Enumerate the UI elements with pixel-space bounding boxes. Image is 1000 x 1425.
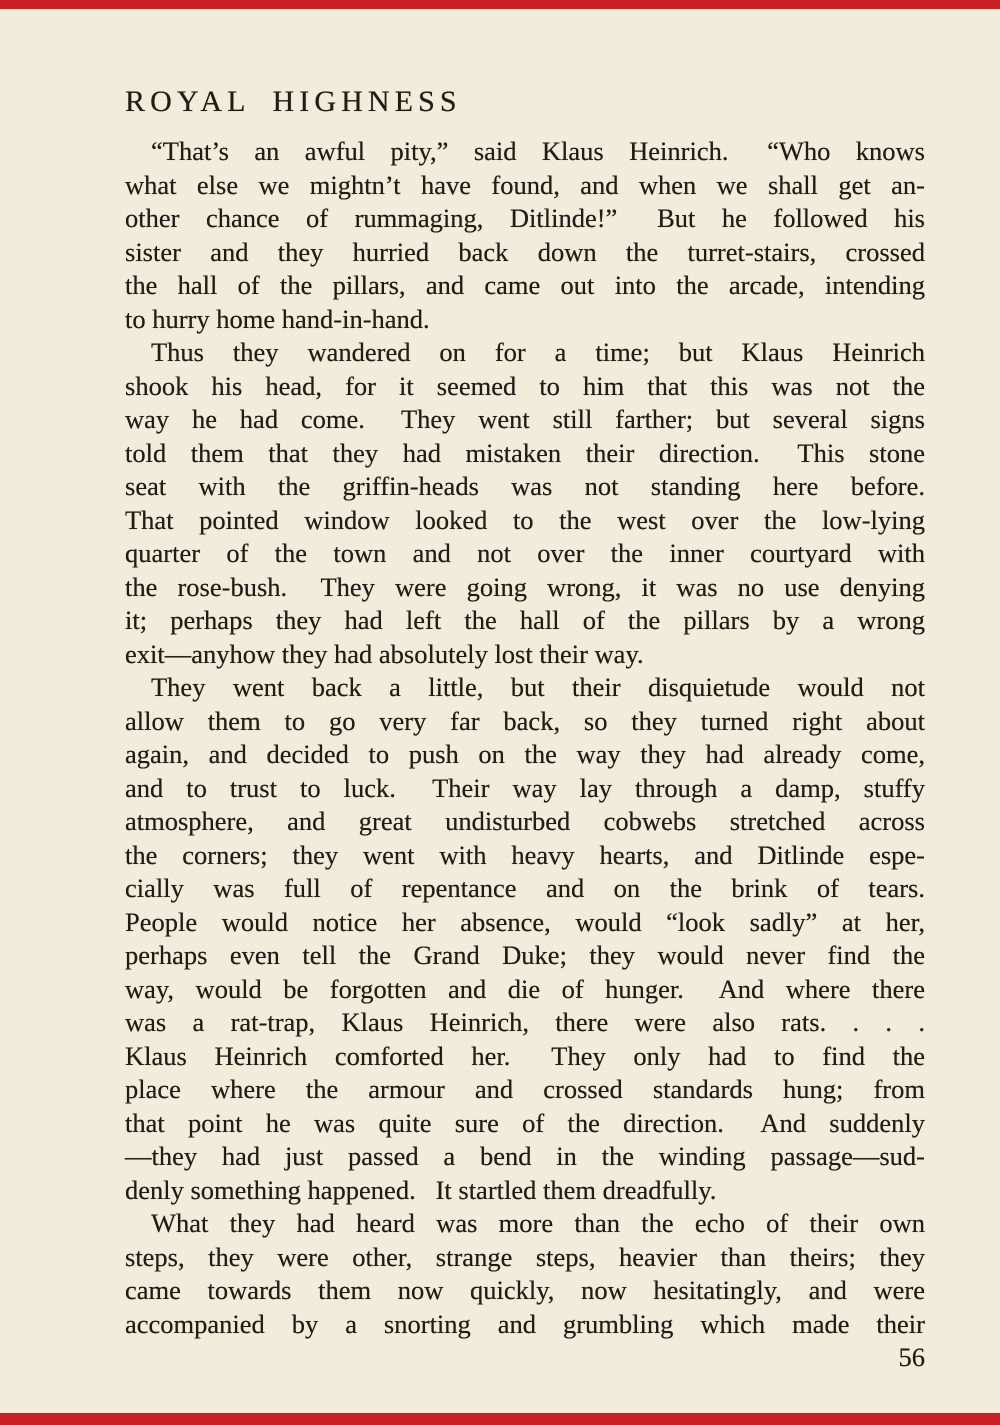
running-head: ROYAL HIGHNESS: [125, 85, 462, 118]
text-line: Klaus Heinrich comforted her. They only had to find the: [125, 1040, 925, 1071]
text-line: place where the armour and crossed standards hung; from: [125, 1074, 925, 1104]
bottom-red-bar: [0, 1413, 1000, 1425]
text-line: allow them to go very far back, so they turned right about: [125, 705, 925, 736]
text-line: way he had come. They went still farther; but several signs: [125, 404, 925, 434]
text-line: told them that they had mistaken their direction. This stone: [125, 437, 925, 468]
page-body: [125, 135, 925, 1341]
text-line: accompanied by a snorting and grumbling which made their: [125, 1308, 925, 1339]
text-line: the hall of the pillars, and came out into the arcade, intending: [125, 270, 925, 300]
text-line: What they had heard was more than the echo of their own: [151, 1208, 925, 1238]
page-content: [125, 84, 925, 1341]
text-line: “That’s an awful pity,” said Klaus Heinrich. “Who knows: [151, 136, 925, 166]
text-line: the corners; they went with heavy hearts, and Ditlinde espe-: [125, 839, 925, 870]
text-line: way, would be forgotten and die of hunger. And where there: [125, 973, 925, 1004]
text-line: Thus they wandered on for a time; but Klaus Heinrich: [151, 337, 925, 367]
text-line: cially was full of repentance and on the brink of tears.: [125, 873, 925, 903]
text-line: that point he was quite sure of the direction. And suddenly: [125, 1107, 925, 1138]
text-line: People would notice her absence, would “look sadly” at her,: [125, 906, 925, 937]
text-line: the rose-bush. They were going wrong, it was no use denying: [125, 571, 925, 602]
text-line: other chance of rummaging, Ditlinde!” But he followed his: [125, 203, 925, 233]
paragraph: [125, 336, 925, 671]
text-line: atmosphere, and great undisturbed cobwebs stretched across: [125, 806, 925, 836]
text-line: again, and decided to push on the way they had already come,: [125, 739, 925, 769]
page-number: 56: [898, 1342, 925, 1372]
text-line: exit—anyhow they had absolutely lost their way.: [125, 638, 644, 669]
paragraph: [125, 671, 925, 1207]
text-line: That pointed window looked to the west over the low-lying: [125, 504, 925, 535]
paragraph: [125, 135, 925, 336]
text-line: shook his head, for it seemed to him that this was not the: [125, 370, 925, 401]
text-line: sister and they hurried back down the turret-stairs, crossed: [125, 236, 925, 267]
text-line: quarter of the town and not over the inner courtyard with: [125, 538, 925, 568]
paragraph: [125, 1207, 925, 1341]
text-line: steps, they were other, strange steps, heavier than theirs; they: [125, 1241, 925, 1272]
text-line: was a rat-trap, Klaus Heinrich, there were also rats. . . .: [125, 1007, 925, 1037]
text-line: —they had just passed a bend in the winding passage—sud-: [125, 1141, 925, 1171]
text-line: denly something happened. It startled them dreadfully.: [125, 1174, 717, 1205]
text-line: perhaps even tell the Grand Duke; they would never find the: [125, 940, 925, 970]
text-line: seat with the griffin-heads was not standing here before.: [125, 471, 925, 501]
top-red-bar: [0, 0, 1000, 9]
text-line: They went back a little, but their disquietude would not: [151, 672, 925, 702]
text-line: came towards them now quickly, now hesitatingly, and were: [125, 1275, 925, 1305]
text-line: and to trust to luck. Their way lay through a damp, stuffy: [125, 772, 925, 803]
text-line: it; perhaps they had left the hall of the pillars by a wrong: [125, 605, 925, 635]
text-line: what else we mightn’t have found, and when we shall get an-: [125, 169, 925, 200]
text-line: to hurry home hand-in-hand.: [125, 303, 430, 334]
